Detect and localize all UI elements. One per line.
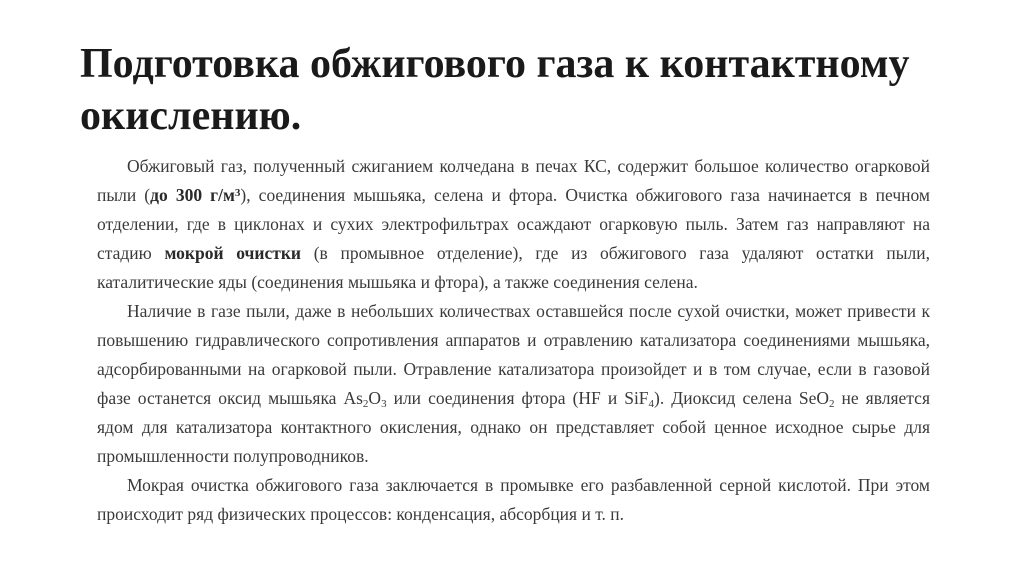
slide-title: Подготовка обжигового газа к контактному окислению. (80, 41, 910, 139)
p2-sub-2: 3 (381, 398, 387, 410)
p1-bold-dust-amount: до 300 $г/м^3$ (150, 185, 241, 205)
p2-text-3: или соединения фтора (HF и SiF (386, 388, 649, 408)
p2-sub-3: 4 (648, 398, 655, 410)
p1-text-1: Обжиговый газ, полученный сжиганием колчедана в печах КС, содержит большое количество огарковой пыли ( (97, 156, 930, 205)
p3-text-1: Мокрая очистка обжигового газа заключается в промывке его разбавленной серной кислотой. При этом происходит ряд физических процессов: конденсация, абсорбция и т. п. (97, 475, 930, 524)
p2-text-2: O (368, 388, 382, 408)
p2-sub-1: 2 (362, 398, 369, 410)
paragraph-1 (97, 152, 930, 297)
paragraph-3 (97, 471, 930, 529)
p2-text-4: ). Диоксид селена SeO (654, 388, 829, 408)
p1-text-3: (в промывное отделение), где из обжигового газа удаляют остатки пыли, каталитические яды (соединения мышьяка и фтора), а также соединения селена. (97, 243, 930, 292)
paragraph-2 (97, 297, 930, 471)
p2-text-5: не является ядом для катализатора контактного окисления, однако он представляет собой ценное исходное сырье для промышленности полупроводников. (97, 388, 930, 466)
p1-text-2: ), соединения мышьяка, селена и фтора. Очистка обжигового газа начинается в печном отделении, где в циклонах и сухих электрофильтрах осаждают огарковую пыль. Затем газ направляют на стадию (97, 185, 930, 263)
p1-bold-wet-cleaning: мокрой очистки (164, 243, 301, 263)
p1-sup-3: 3 (234, 187, 241, 199)
p2-text-1: Наличие в газе пыли, даже в небольших количествах оставшейся после сухой очистки, может привести к повышению гидравлического сопротивления аппаратов и отравлению катализатора соединениями мышьяка, адсорбированными на огарковой пыли. Отравление катализатора произойдет и в том случае, если в газовой фазе останется оксид мышьяка As (97, 301, 930, 408)
p2-sub-4: 2 (829, 398, 835, 410)
slide-body (97, 152, 930, 529)
